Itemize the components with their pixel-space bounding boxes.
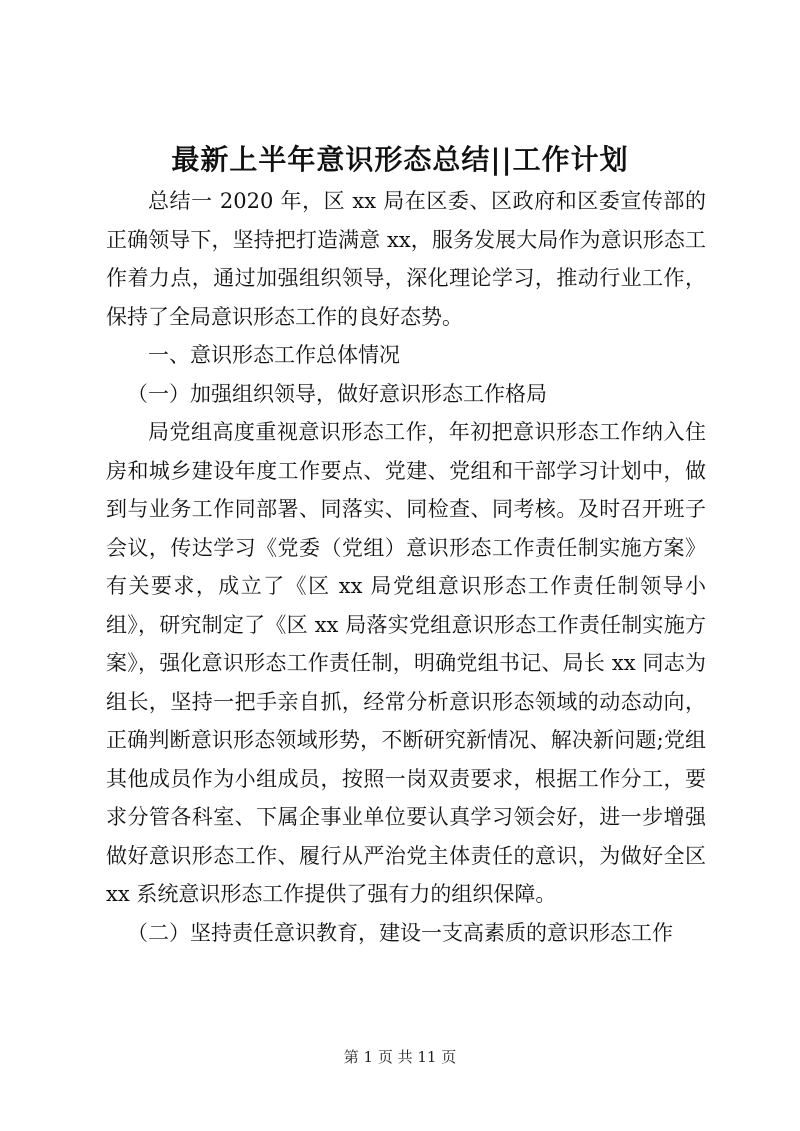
document-title: 最新上半年意识形态总结||工作计划	[171, 143, 629, 176]
subsection-heading-1: （一）加强组织领导，做好意识形态工作格局	[127, 381, 547, 406]
subsection-heading-2: （二）坚持责任意识教育，建设一支高素质的意识形态工作	[127, 920, 673, 945]
document-body	[106, 182, 706, 952]
paragraph-organization: 局党组高度重视意识形态工作，年初把意识形态工作纳入住房和城乡建设年度工作要点、党建、党组和干部学习计划中，做到与业务工作同部署、同落实、同检查、同考核。及时召开班子会议，传达学习《党委（党组）意识形态工作责任制实施方案》有关要求，成立了《区 xx 局党组意识形态工作责任制领导小组》，研究制定了《区 xx 局落实党组意识形态工作责任制实施方案》，强化意识形态工作责任制，明确党组书记、局长 xx 同志为组长，坚持一把手亲自抓，经常分析意识形态领域的动态动向，正确判断意识形态领域形势，不断研究新情况、解决新问题;党组其他成员作为小组成员，按照一岗双责要求，根据工作分工，要求分管各科室、下属企事业单位要认真学习领会好，进一步增强做好意识形态工作、履行从严治党主体责任的意识，为做好全区 xx 系统意识形态工作提供了强有力的组织保障。	[106, 420, 706, 906]
section-heading-1: 一、意识形态工作总体情况	[148, 343, 400, 367]
paragraph-intro: 总结一 2020 年，区 xx 局在区委、区政府和区委宣传部的正确领导下，坚持把打造满意 xx，服务发展大局作为意识形态工作着力点，通过加强组织领导，深化理论学习，推动行业工作，保持了全局意识形态工作的良好态势。	[106, 189, 706, 329]
page-number-footer: 第 1 页 共 11 页	[343, 1048, 457, 1066]
